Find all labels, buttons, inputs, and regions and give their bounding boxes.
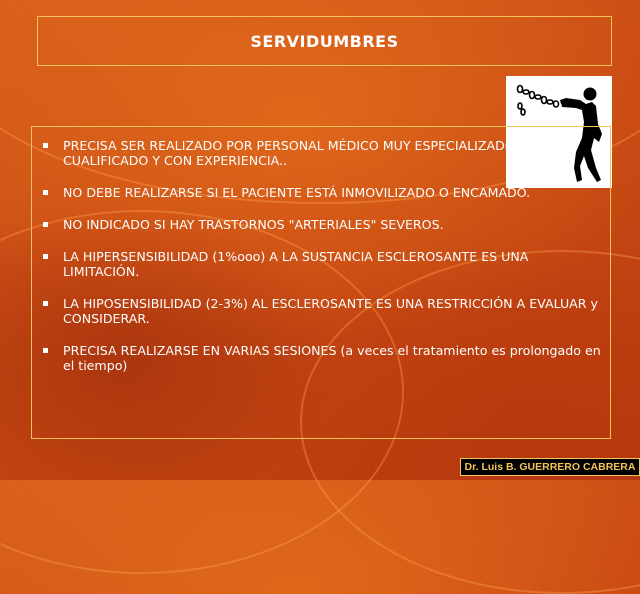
slide-title: SERVIDUMBRES	[250, 31, 399, 51]
square-bullet-icon	[43, 254, 48, 259]
list-item	[41, 185, 601, 200]
square-bullet-icon	[43, 222, 48, 227]
square-bullet-icon	[43, 301, 48, 306]
bullet-text: PRECISA SER REALIZADO POR PERSONAL MÉDICO MUY ESPECIALIZADO, CUALIFICADO Y CON EXPERIENCIA..	[63, 138, 519, 168]
list-item	[41, 217, 601, 232]
bullet-text: NO DEBE REALIZARSE SI EL PACIENTE ESTÁ INMOVILIZADO O ENCAMADO.	[63, 185, 531, 200]
author-signature	[460, 458, 640, 476]
bullet-list	[41, 138, 601, 390]
slide-title-box	[37, 16, 612, 66]
bullet-text: LA HIPERSENSIBILIDAD (1%ooo) A LA SUSTANCIA ESCLEROSANTE ES UNA LIMITACIÓN.	[63, 249, 529, 279]
bullet-text: NO INDICADO SI HAY TRASTORNOS "ARTERIALES" SEVEROS.	[63, 217, 444, 232]
square-bullet-icon	[43, 143, 48, 148]
author-name: Dr. Luis B. GUERRERO CABRERA	[464, 461, 636, 473]
list-item	[41, 249, 601, 279]
list-item	[41, 138, 601, 168]
bullet-text: LA HIPOSENSIBILIDAD (2-3%) AL ESCLEROSANTE ES UNA RESTRICCIÓN A EVALUAR y CONSIDERAR.	[63, 296, 599, 326]
bullet-text: PRECISA REALIZARSE EN VARIAS SESIONES (a veces el tratamiento es prolongado en el tiempo)	[63, 343, 601, 373]
square-bullet-icon	[43, 190, 48, 195]
list-item	[41, 343, 601, 373]
list-item	[41, 296, 601, 326]
square-bullet-icon	[43, 348, 48, 353]
